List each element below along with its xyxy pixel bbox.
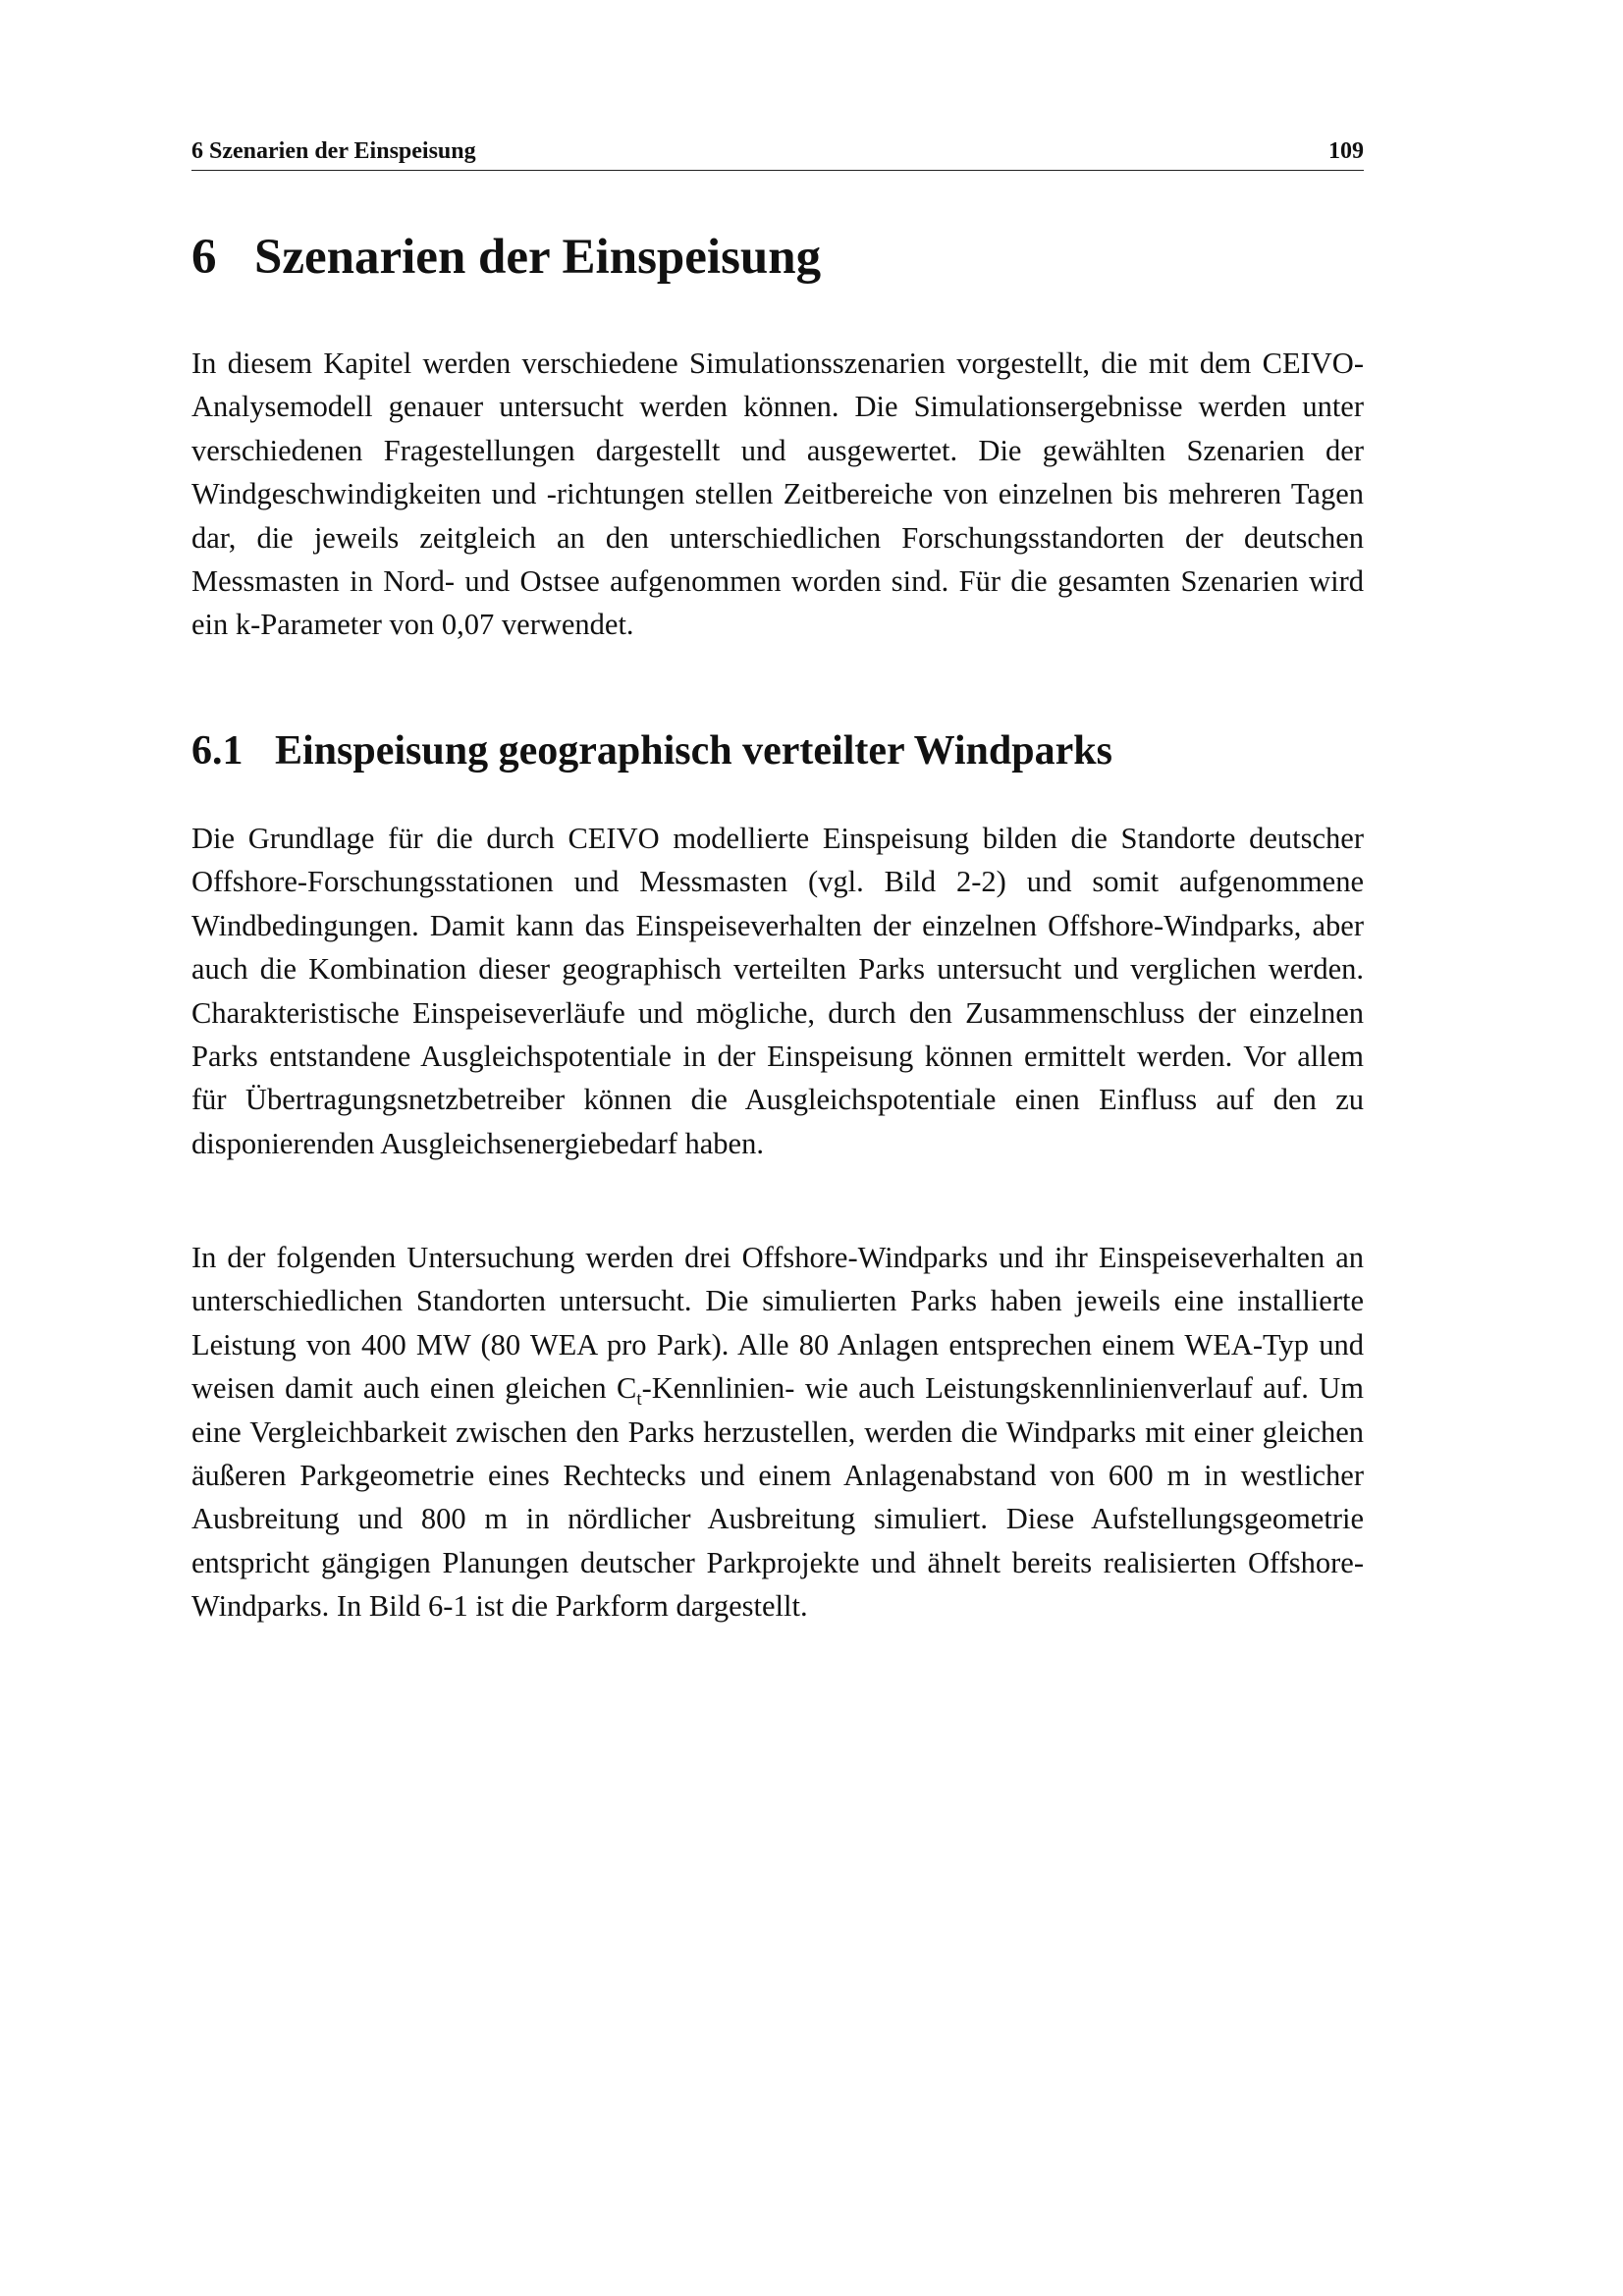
paragraph-2-text-after: -Kennlinien- wie auch Leistungskennlinienverlauf auf. Um eine Vergleichbarkeit zwischen den Parks herzustellen, werden die Windparks mit einer gleichen äußeren Parkgeometrie eines Rechtecks und einem Anlagenabstand von 600 m in westlicher Ausbreitung und 800 m in nördlicher Ausbreitung simuliert. Diese Aufstellungsgeometrie entspricht gängigen Planungen deutscher Parkprojekte und ähnelt bereits realisierten Offshore-Windparks. In Bild 6-1 ist die Parkform dargestellt. xyxy=(191,1371,1364,1624)
section-heading xyxy=(191,725,1112,776)
intro-paragraph: In diesem Kapitel werden verschiedene Simulationsszenarien vorgestellt, die mit dem CEIVO-Analysemodell genauer untersucht werden können. Die Simulationsergebnisse werden unter verschiedenen Fragestellungen dargestellt und ausgewertet. Die gewählten Szenarien der Windgeschwindigkeiten und -richtungen stellen Zeitbereiche von einzelnen bis mehreren Tagen dar, die jeweils zeitgleich an den unterschiedlichen Forschungsstandorten der deutschen Messmasten in Nord- und Ostsee aufgenommen worden sind. Für die gesamten Szenarien wird ein k-Parameter von 0,07 verwendet. xyxy=(191,347,1364,642)
paragraph-2-text-before: In der folgenden Untersuchung werden drei Offshore-Windparks und ihr Einspeiseverhalten an unterschiedlichen Standorten untersucht. Die simulierten Parks haben jeweils eine installierte Leistung von 400 MW (80 WEA pro Park). Alle 80 Anlagen entsprechen einem WEA-Typ und weisen damit auch einen gleichen C xyxy=(191,1241,1364,1406)
running-header xyxy=(191,135,1364,171)
section-paragraph-1: Die Grundlage für die durch CEIVO modellierte Einspeisung bilden die Standorte deutscher Offshore-Forschungsstationen und Messmasten (vgl. Bild 2-2) und somit aufgenommene Windbedingungen. Damit kann das Einspeiseverhalten der einzelnen Offshore-Windparks, aber auch die Kombination dieser geographisch verteilten Parks untersucht und verglichen werden. Charakteristische Einspeiseverläufe und mögliche, durch den Zusammenschluss der einzelnen Parks entstandene Ausgleichspotentiale in der Einspeisung können ermittelt werden. Vor allem für Übertragungsnetzbetreiber können die Ausgleichspotentiale einen Einfluss auf den zu disponierenden Ausgleichsenergiebedarf haben. xyxy=(191,822,1364,1160)
chapter-heading xyxy=(191,228,821,287)
section-title: Einspeisung geographisch verteilter Windparks xyxy=(275,728,1112,774)
chapter-title: Szenarien der Einspeisung xyxy=(254,230,822,285)
section-paragraph-2 xyxy=(191,1236,1364,1629)
chapter-number: 6 xyxy=(191,230,217,285)
section-number: 6.1 xyxy=(191,728,243,774)
ct-subscript: t xyxy=(636,1389,642,1411)
running-header-title: 6 Szenarien der Einspeisung xyxy=(191,138,476,164)
page-number: 109 xyxy=(1328,138,1364,164)
